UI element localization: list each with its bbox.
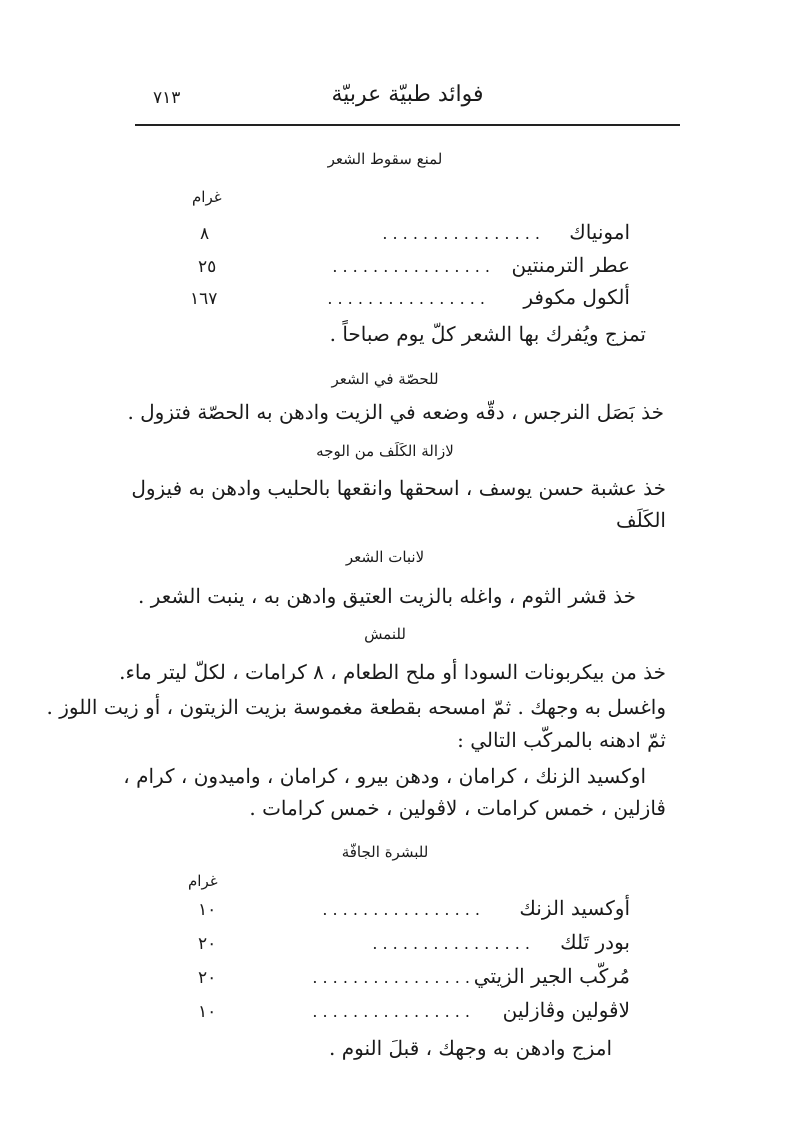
unit-label-grams: غرام [192, 188, 222, 206]
paragraph-text: ثمّ ادهنه بالمركّب التالي : [457, 728, 666, 752]
paragraph-text: الكَلَف [615, 508, 666, 532]
running-title: فوائد طبيّة عربيّة [331, 82, 484, 107]
ingredient-quantity: ١٠ [198, 900, 217, 920]
ingredient-quantity: ٢٠ [198, 968, 217, 988]
section-heading-dry-skin: للبشرة الجافّة [341, 843, 429, 861]
section-heading-hair-growth: لانبات الشعر [345, 548, 425, 566]
ingredient-name: ألكول مكوفر [523, 285, 630, 309]
ingredient-row [190, 930, 630, 960]
unit-label-grams: غرام [188, 872, 218, 890]
ingredient-name: لاڤولين وڤازلين [502, 998, 630, 1022]
header-rule [135, 124, 680, 126]
ingredient-quantity: ٨ [200, 224, 210, 244]
ingredient-quantity: ٢٠ [198, 934, 217, 954]
section-heading-freckles: لازالة الكَلَف من الوجه [316, 442, 454, 460]
ingredient-row [190, 220, 630, 250]
ingredient-name: أوكسيد الزنك [519, 896, 630, 920]
ingredient-name: مُركّب الجير الزيتي [473, 964, 630, 988]
ingredient-row [190, 896, 630, 926]
paragraph-text: اوكسيد الزنك ، كرامان ، ودهن بيرو ، كرامان ، واميدون ، كرام ، [123, 764, 646, 788]
ingredient-row [190, 253, 630, 283]
dot-leader: . . . . . . . . . . . . . . . . [312, 968, 470, 987]
ingredient-name: بودر تَلك [560, 930, 630, 954]
paragraph-text: واغسل به وجهك . ثمّ امسحه بقطعة مغموسة بزيت الزيتون ، أو زيت اللوز . [46, 695, 666, 719]
ingredient-row [190, 285, 630, 315]
paragraph-text: خذ عشبة حسن يوسف ، اسحقها وانقعها بالحليب وادهن به فيزول [131, 476, 666, 500]
ingredient-quantity: ١٦٧ [190, 289, 218, 309]
ingredient-quantity: ١٠ [198, 1002, 217, 1022]
dot-leader: . . . . . . . . . . . . . . . . [312, 1002, 470, 1021]
page-number: ٧١٣ [153, 88, 181, 108]
ingredient-quantity: ٢٥ [198, 257, 217, 277]
dot-leader: . . . . . . . . . . . . . . . . [332, 257, 490, 276]
paragraph-text: خذ بَصَل النرجس ، دقّه وضعه في الزيت وادهن به الحصّة فتزول . [127, 400, 664, 424]
dot-leader: . . . . . . . . . . . . . . . . [322, 900, 480, 919]
instruction-text: امزج وادهن به وجهك ، قبلَ النوم . [329, 1036, 612, 1060]
paragraph-text: ڤازلين ، خمس كرامات ، لاڤولين ، خمس كرامات . [249, 796, 666, 820]
section-heading-alopecia: للحصّة في الشعر [331, 370, 439, 388]
paragraph-text: خذ من بيكربونات السودا أو ملح الطعام ، ٨ كرامات ، لكلّ ليتر ماء. [119, 660, 666, 684]
section-heading-blackheads: للنمش [364, 625, 406, 643]
section-heading-hair-loss: لمنع سقوط الشعر [327, 150, 443, 168]
ingredient-name: عطر الترمنتين [511, 253, 630, 277]
paragraph-text: خذ قشر الثوم ، واغله بالزيت العتيق وادهن به ، ينبت الشعر . [138, 584, 636, 608]
ingredient-name: امونياك [569, 220, 630, 244]
instruction-text: تمزج ويُفرك بها الشعر كلّ يوم صباحاً . [329, 322, 646, 346]
dot-leader: . . . . . . . . . . . . . . . . [327, 289, 485, 308]
ingredient-row [190, 964, 630, 994]
dot-leader: . . . . . . . . . . . . . . . . [372, 934, 530, 953]
dot-leader: . . . . . . . . . . . . . . . . [382, 224, 540, 243]
ingredient-row [190, 998, 630, 1028]
running-header [135, 78, 680, 124]
